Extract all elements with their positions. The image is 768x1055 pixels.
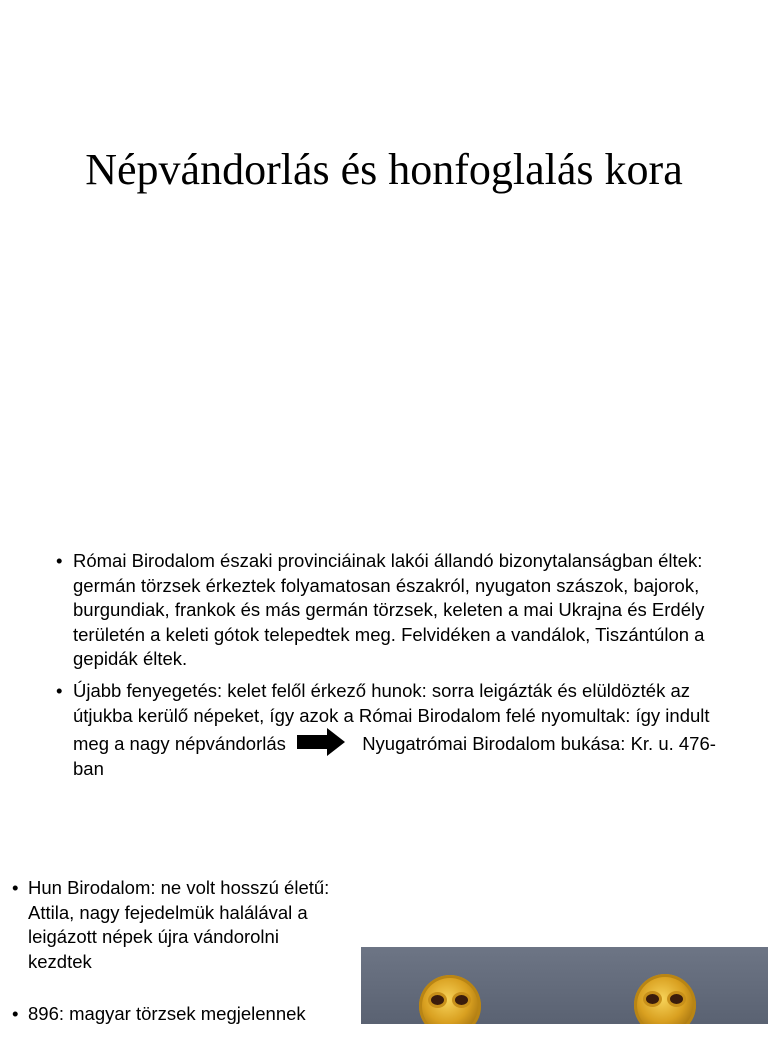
bullet-text: Hun Birodalom: ne volt hosszú életű: Attila, nagy fejedelmük halálával a leigázott népek újra vándorolni kezdtek — [28, 877, 330, 972]
bullet-list-secondary — [12, 876, 342, 1055]
bullet-dot: • — [56, 550, 63, 571]
bullet-text: Római Birodalom északi provinciáinak lakói állandó bizonytalanságban éltek: germán törzsek érkeztek folyamatosan északról, nyugaton szászok, bajorok, burgundiak, frankok és más germán törzsek, keleten a mai Ukrajna és Erdély területén a keleti gótok telepedtek meg. Felvidéken a vandálok, Tiszántúlon a gepidák éltek. — [73, 550, 705, 670]
bullet-item — [12, 1002, 342, 1027]
bullet-dot: • — [12, 1003, 19, 1025]
bullet-item — [56, 679, 716, 781]
ornament-eye — [670, 994, 683, 1004]
gold-ornament-right — [634, 974, 696, 1024]
ornament-eye — [455, 995, 468, 1005]
ornament-eye — [431, 995, 444, 1005]
gold-ornament-left — [419, 975, 481, 1024]
bullet-text: 896: magyar törzsek megjelennek — [28, 1003, 306, 1025]
right-arrow-icon — [297, 728, 345, 756]
ornament-eye — [646, 994, 659, 1004]
slide-title: Népvándorlás és honfoglalás kora — [85, 145, 683, 195]
bullet-dot: • — [12, 877, 19, 898]
bullet-text-continued: Nyugatrómai Birodalom bukása: Kr. u. 476-ban — [73, 733, 716, 779]
bullet-item — [12, 876, 342, 974]
bullet-text: Újabb fenyegetés: kelet felől érkező hunok: sorra leigázták és elüldözték az útjukba kerülő népeket, így azok a Római Birodalom felé nyomultak: így indult meg a nagy népvándorlás — [73, 679, 710, 755]
artifact-photo — [361, 947, 768, 1024]
bullet-list — [56, 549, 716, 788]
bullet-dot: • — [56, 679, 63, 701]
bullet-item — [56, 549, 716, 672]
